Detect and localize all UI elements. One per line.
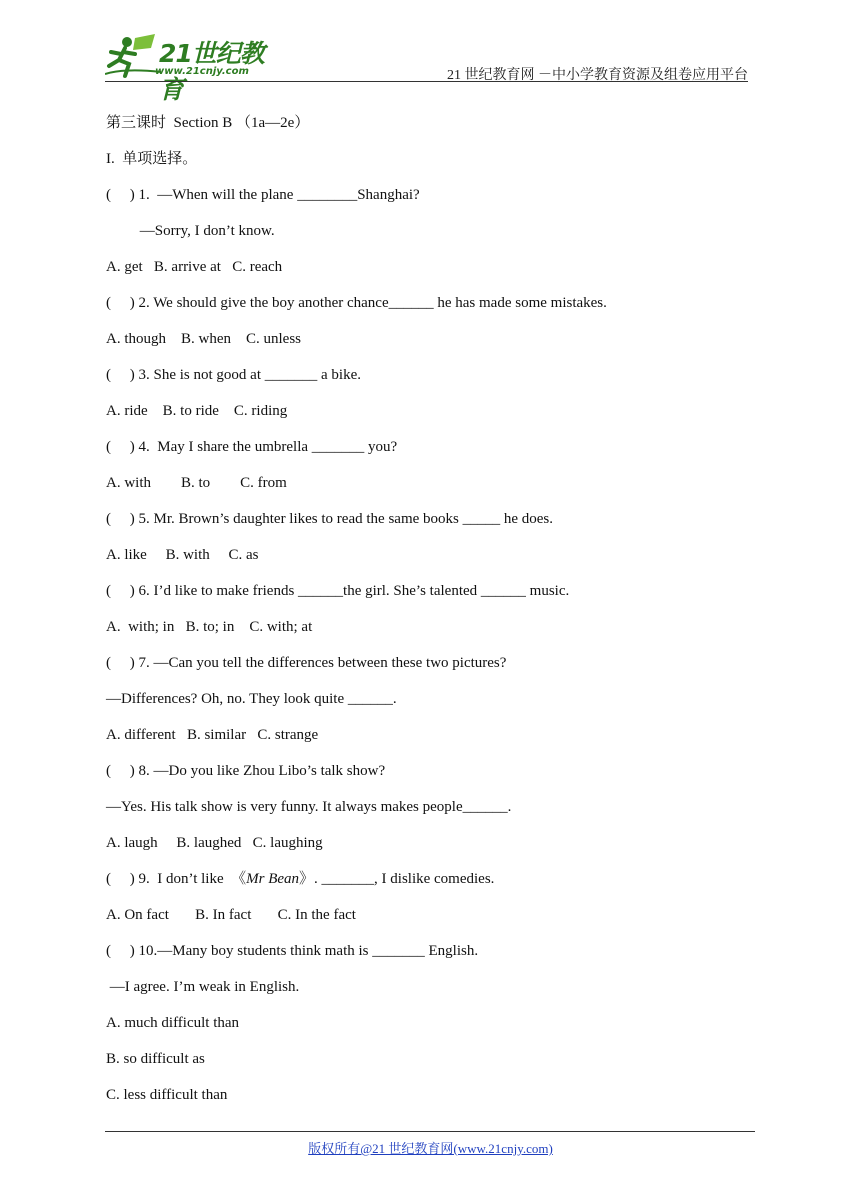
footer-divider — [105, 1131, 755, 1132]
logo-url: www.21cnjy.com — [155, 66, 249, 77]
question-line: ( ) 10.—Many boy students think math is _______ English. — [106, 943, 479, 959]
site-title: 21 世纪教育网 －中小学教育资源及组卷应用平台 — [447, 68, 748, 83]
options-line: B. so difficult as — [106, 1051, 205, 1067]
options-line: A. much difficult than — [106, 1015, 240, 1031]
copyright-link[interactable]: 版权所有@21 世纪教育网(www.21cnjy.com) — [308, 1141, 553, 1156]
question-line: ( ) 2. We should give the boy another chance______ he has made some mistakes. — [106, 295, 607, 311]
question-line: —Sorry, I don’t know. — [106, 223, 275, 239]
question-line: ( ) 1. —When will the plane ________Shanghai? — [106, 187, 420, 203]
question-line: ( ) 7. —Can you tell the differences between these two pictures? — [106, 655, 507, 671]
options-line: A. laugh B. laughed C. laughing — [106, 835, 323, 851]
page-footer — [0, 1138, 861, 1157]
question-line: ( ) 9. I don’t like 《Mr Bean》. _______, I dislike comedies. — [106, 871, 495, 887]
question-line: ( ) 5. Mr. Brown’s daughter likes to read the same books _____ he does. — [106, 511, 554, 527]
options-line: A. with; in B. to; in C. with; at — [106, 619, 313, 635]
options-line: A. get B. arrive at C. reach — [106, 259, 283, 275]
question-line: ( ) 8. —Do you like Zhou Libo’s talk show? — [106, 763, 386, 779]
logo-text: 21世纪教育 — [159, 39, 264, 104]
question-line: ( ) 3. She is not good at _______ a bike. — [106, 367, 361, 383]
options-line: C. less difficult than — [106, 1087, 228, 1103]
section-heading: I. 单项选择。 — [106, 151, 198, 167]
options-line: A. ride B. to ride C. riding — [106, 403, 288, 419]
options-line: A. with B. to C. from — [106, 475, 287, 491]
lesson-title: 第三课时 Section B （1a—2e） — [106, 115, 310, 131]
question-line: —Yes. His talk show is very funny. It always makes people______. — [106, 799, 512, 815]
question-line: —I agree. I’m weak in English. — [106, 979, 300, 995]
logo — [105, 32, 285, 104]
options-line: A. though B. when C. unless — [106, 331, 301, 347]
question-line: ( ) 6. I’d like to make friends ______the girl. She’s talented ______ music. — [106, 583, 570, 599]
italic-title: Mr Bean — [246, 871, 300, 887]
page-header — [105, 30, 748, 104]
question-line: ( ) 4. May I share the umbrella _______ you? — [106, 439, 398, 455]
options-line: A. different B. similar C. strange — [106, 727, 319, 743]
question-line: —Differences? Oh, no. They look quite ______. — [106, 691, 397, 707]
options-line: A. On fact B. In fact C. In the fact — [106, 907, 356, 923]
header-divider — [105, 81, 748, 82]
runner-icon — [105, 32, 161, 80]
options-line: A. like B. with C. as — [106, 547, 259, 563]
